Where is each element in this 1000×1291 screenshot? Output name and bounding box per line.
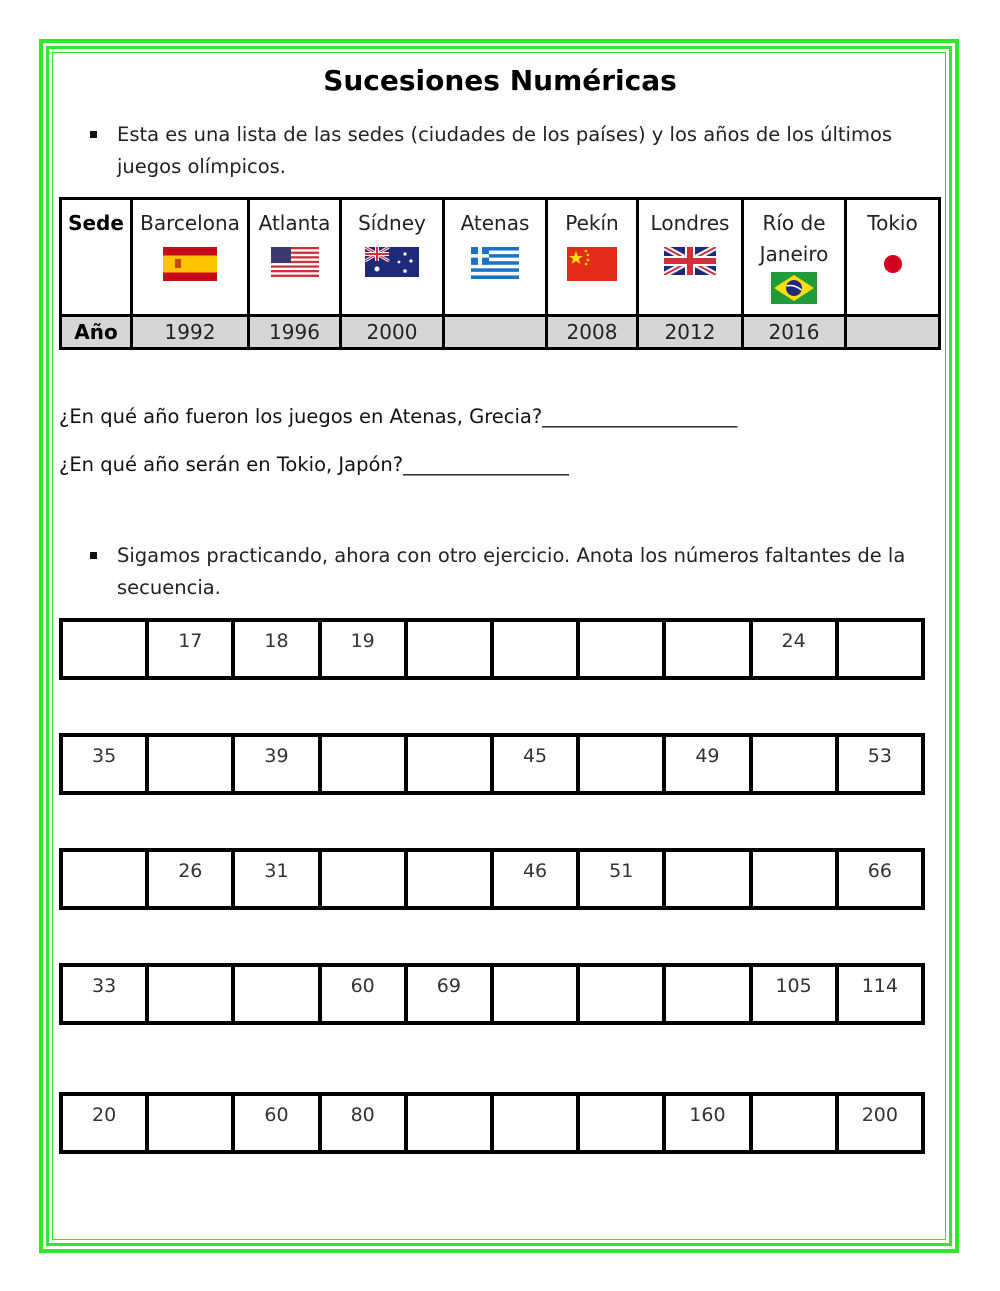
sequence-row xyxy=(61,850,923,908)
page-title: Sucesiones Numéricas xyxy=(323,64,677,97)
sequence-number-cell: 66 xyxy=(837,850,923,908)
sequence-table-4 xyxy=(59,963,925,1025)
city-name: Sídney xyxy=(358,211,426,235)
sequence-table-3 xyxy=(59,848,925,910)
sequence-blank-cell[interactable] xyxy=(578,620,664,678)
bullet-square-icon xyxy=(90,552,97,559)
sequence-blank-cell[interactable] xyxy=(61,620,147,678)
spain-flag-icon xyxy=(163,247,217,281)
sequence-blank-cell[interactable] xyxy=(578,735,664,793)
city-cell-sidney xyxy=(341,199,444,316)
sequence-blank-cell[interactable] xyxy=(492,1094,578,1152)
sequence-number-cell: 200 xyxy=(837,1094,923,1152)
sequence-table-5 xyxy=(59,1092,925,1154)
sequence-table-2 xyxy=(59,733,925,795)
sequence-blank-cell[interactable] xyxy=(147,1094,233,1152)
japan-flag-icon xyxy=(868,247,918,281)
sequence-blank-cell[interactable] xyxy=(406,1094,492,1152)
sequence-number-cell: 31 xyxy=(233,850,319,908)
city-name: Atlanta xyxy=(258,211,331,235)
city-name: Río de Janeiro xyxy=(759,211,829,266)
city-cell-londres xyxy=(638,199,743,316)
sequence-number-cell: 53 xyxy=(837,735,923,793)
city-cell-pekin xyxy=(547,199,638,316)
sequence-blank-cell[interactable] xyxy=(61,850,147,908)
sequence-number-cell: 80 xyxy=(320,1094,406,1152)
sequence-number-cell: 39 xyxy=(233,735,319,793)
year-cell-empty[interactable] xyxy=(846,316,940,349)
sequence-number-cell: 19 xyxy=(320,620,406,678)
year-cell: 1992 xyxy=(132,316,249,349)
sequence-number-cell: 46 xyxy=(492,850,578,908)
sequence-blank-cell[interactable] xyxy=(233,965,319,1023)
city-name: Pekín xyxy=(565,211,619,235)
year-cell: 1996 xyxy=(249,316,341,349)
sequence-blank-cell[interactable] xyxy=(320,735,406,793)
china-flag-icon xyxy=(567,247,617,281)
uk-flag-icon xyxy=(664,247,716,275)
sequence-blank-cell[interactable] xyxy=(492,620,578,678)
year-cell: 2008 xyxy=(547,316,638,349)
ano-header: Año xyxy=(61,316,132,349)
sequence-blank-cell[interactable] xyxy=(664,965,750,1023)
sequence-blank-cell[interactable] xyxy=(837,620,923,678)
sequence-blank-cell[interactable] xyxy=(320,850,406,908)
city-cell-tokio xyxy=(846,199,940,316)
sequence-number-cell: 160 xyxy=(664,1094,750,1152)
sequence-number-cell: 45 xyxy=(492,735,578,793)
olympics-table xyxy=(59,197,941,350)
sequence-number-cell: 18 xyxy=(233,620,319,678)
sequence-number-cell: 60 xyxy=(233,1094,319,1152)
city-name: Londres xyxy=(650,211,730,235)
sequence-blank-cell[interactable] xyxy=(578,965,664,1023)
city-name: Barcelona xyxy=(140,211,240,235)
intro-bullet xyxy=(90,119,910,183)
year-cell-empty[interactable] xyxy=(444,316,547,349)
sequence-blank-cell[interactable] xyxy=(751,1094,837,1152)
bullet-square-icon xyxy=(90,131,97,138)
sequence-number-cell: 69 xyxy=(406,965,492,1023)
brazil-flag-icon xyxy=(771,272,817,304)
australia-flag-icon xyxy=(365,247,419,277)
exercise-bullet xyxy=(90,540,930,604)
sequence-table-1 xyxy=(59,618,925,680)
sequence-number-cell: 26 xyxy=(147,850,233,908)
sequence-number-cell: 20 xyxy=(61,1094,147,1152)
sequence-blank-cell[interactable] xyxy=(751,735,837,793)
sequence-blank-cell[interactable] xyxy=(406,850,492,908)
question-atenas: ¿En qué año fueron los juegos en Atenas, Grecia?____________________ xyxy=(59,405,738,428)
sequence-row xyxy=(61,1094,923,1152)
sequence-number-cell: 24 xyxy=(751,620,837,678)
year-cell: 2000 xyxy=(341,316,444,349)
sequence-blank-cell[interactable] xyxy=(751,850,837,908)
sequence-row xyxy=(61,620,923,678)
sequence-blank-cell[interactable] xyxy=(147,965,233,1023)
sequence-blank-cell[interactable] xyxy=(406,620,492,678)
city-cell-atlanta xyxy=(249,199,341,316)
city-name: Atenas xyxy=(460,211,530,235)
year-cell: 2016 xyxy=(743,316,846,349)
sequence-number-cell: 35 xyxy=(61,735,147,793)
sequence-blank-cell[interactable] xyxy=(664,850,750,908)
city-cell-atenas xyxy=(444,199,547,316)
sede-header: Sede xyxy=(61,199,132,316)
sequence-number-cell: 114 xyxy=(837,965,923,1023)
sequence-number-cell: 105 xyxy=(751,965,837,1023)
sequence-number-cell: 49 xyxy=(664,735,750,793)
city-cell-barcelona xyxy=(132,199,249,316)
sequence-row xyxy=(61,965,923,1023)
sequence-number-cell: 17 xyxy=(147,620,233,678)
intro-text: Esta es una lista de las sedes (ciudades de los países) y los años de los últimos juegos olímpicos. xyxy=(117,123,893,178)
city-cell-rio xyxy=(743,199,846,316)
sequence-number-cell: 33 xyxy=(61,965,147,1023)
sequence-blank-cell[interactable] xyxy=(492,965,578,1023)
sequence-blank-cell[interactable] xyxy=(578,1094,664,1152)
sequence-blank-cell[interactable] xyxy=(406,735,492,793)
question-tokio: ¿En qué año serán en Tokio, Japón?_________________ xyxy=(59,453,569,476)
sequence-number-cell: 51 xyxy=(578,850,664,908)
sequence-blank-cell[interactable] xyxy=(147,735,233,793)
usa-flag-icon xyxy=(271,247,319,277)
sequence-number-cell: 60 xyxy=(320,965,406,1023)
greece-flag-icon xyxy=(471,247,519,279)
exercise-text: Sigamos practicando, ahora con otro ejercicio. Anota los números faltantes de la secuencia. xyxy=(117,544,906,599)
city-name: Tokio xyxy=(867,211,918,235)
sequence-row xyxy=(61,735,923,793)
year-cell: 2012 xyxy=(638,316,743,349)
sequence-blank-cell[interactable] xyxy=(664,620,750,678)
